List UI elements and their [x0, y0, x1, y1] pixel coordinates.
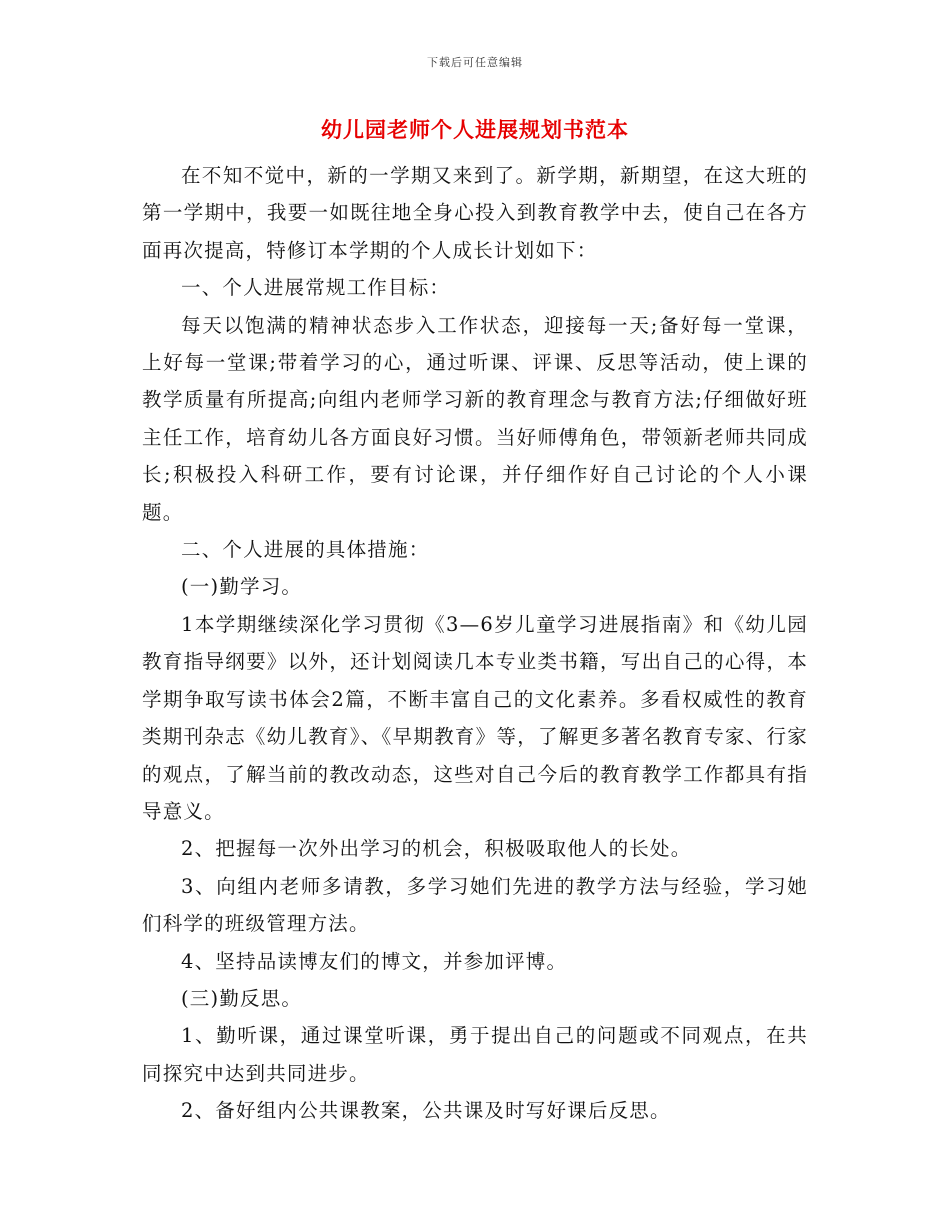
heading-section-2: 二、个人进展的具体措施：	[181, 538, 430, 562]
subheading-reflect: (三)勤反思。	[181, 986, 303, 1010]
paragraph-study-4: 4、坚持品读博友们的博文，并参加评博。	[181, 949, 568, 973]
paragraph-intro: 在不知不觉中，新的一学期又来到了。新学期，新期望，在这大班的第一学期中，我要一如既往地全身心投入到教育教学中去，使自己在各方面再次提高，特修订本学期的个人成长计划如下：	[142, 164, 808, 262]
paragraph-study-1: 1本学期继续深化学习贯彻《3—6岁儿童学习进展指南》和《幼儿园教育指导纲要》以外，还计划阅读几本专业类书籍，写出自己的心得，本学期争取写读书体会2篇，不断丰富自己的文化素养。多看权威性的教育类期刊杂志《幼儿教育》、《早期教育》等，了解更多著名教育专家、行家的观点，了解当前的教改动态，这些对自己今后的教育教学工作都具有指导意义。	[142, 612, 808, 823]
heading-section-1: 一、个人进展常规工作目标：	[181, 276, 451, 300]
paragraph-goals: 每天以饱满的精神状态步入工作状态，迎接每一天;备好每一堂课，上好每一堂课;带着学习的心，通过听课、评课、反思等活动，使上课的教学质量有所提高;向组内老师学习新的教育理念与教育方法;仔细做好班主任工作，培育幼儿各方面良好习惯。当好师傅角色，带领新老师共同成长;积极投入科研工作，要有讨论课，并仔细作好自己讨论的个人小课题。	[142, 313, 808, 524]
paragraph-reflect-1: 1、勤听课，通过课堂听课，勇于提出自己的问题或不同观点，在共同探究中达到共同进步。	[142, 1024, 808, 1085]
paragraph-study-3: 3、向组内老师多请教，多学习她们先进的教学方法与经验，学习她们科学的班级管理方法。	[142, 874, 808, 936]
header-note: 下载后可任意编辑	[427, 56, 523, 69]
document-title: 幼儿园老师个人进展规划书范本	[321, 117, 629, 142]
subheading-study: (一)勤学习。	[181, 575, 303, 599]
paragraph-study-2: 2、把握每一次外出学习的机会，积极吸取他人的长处。	[181, 837, 692, 861]
paragraph-reflect-2: 2、备好组内公共课教案，公共课及时写好课后反思。	[181, 1099, 671, 1123]
document-body	[142, 157, 808, 1130]
